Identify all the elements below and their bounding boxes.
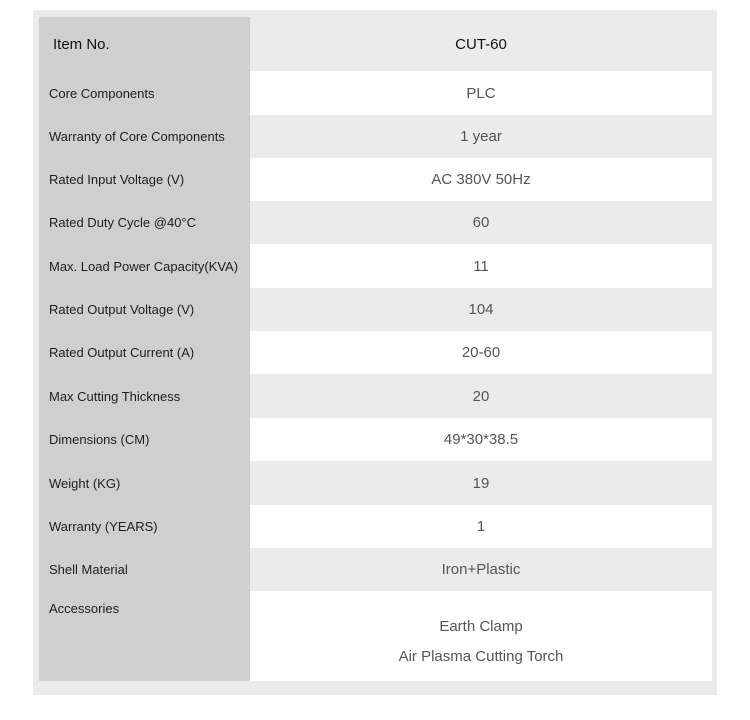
spec-value: PLC (250, 71, 712, 115)
accessory-item: Earth Clamp (439, 618, 523, 635)
spec-label: Rated Output Current (A) (39, 331, 250, 374)
spec-value: 20 (250, 374, 712, 418)
table-row (39, 158, 712, 201)
header-label: Item No. (39, 17, 250, 71)
table-row-accessories (39, 591, 712, 681)
spec-value: 11 (250, 244, 712, 288)
table-row (39, 201, 712, 244)
spec-label: Warranty (YEARS) (39, 505, 250, 548)
table-row (39, 418, 712, 461)
spec-label: Dimensions (CM) (39, 418, 250, 461)
table-row (39, 548, 712, 591)
table-row (39, 461, 712, 505)
spec-label: Weight (KG) (39, 461, 250, 505)
spec-value: 19 (250, 461, 712, 505)
spec-label: Max. Load Power Capacity(KVA) (39, 244, 250, 288)
table-row (39, 374, 712, 418)
spec-value: 60 (250, 201, 712, 244)
spec-label: Warranty of Core Components (39, 115, 250, 158)
spec-value: 1 year (250, 115, 712, 158)
table-row (39, 71, 712, 115)
spec-value: 20-60 (250, 331, 712, 374)
accessories-value-list (250, 591, 712, 681)
spec-table (39, 17, 712, 681)
table-row (39, 244, 712, 288)
spec-label: Shell Material (39, 548, 250, 591)
spec-label: Rated Input Voltage (V) (39, 158, 250, 201)
header-value: CUT-60 (250, 17, 712, 71)
spec-value: 49*30*38.5 (250, 418, 712, 461)
spec-label: Accessories (39, 591, 250, 681)
spec-value: 104 (250, 288, 712, 331)
table-row (39, 115, 712, 158)
spec-label: Rated Output Voltage (V) (39, 288, 250, 331)
table-row (39, 331, 712, 374)
accessory-item: Air Plasma Cutting Torch (398, 648, 564, 665)
table-row (39, 288, 712, 331)
spec-label: Rated Duty Cycle @40°C (39, 201, 250, 244)
spec-value: Iron+Plastic (250, 548, 712, 591)
table-header-row (39, 17, 712, 71)
spec-label: Max Cutting Thickness (39, 374, 250, 418)
table-row (39, 505, 712, 548)
spec-value: 1 (250, 505, 712, 548)
spec-value: AC 380V 50Hz (250, 158, 712, 201)
spec-label: Core Components (39, 71, 250, 115)
